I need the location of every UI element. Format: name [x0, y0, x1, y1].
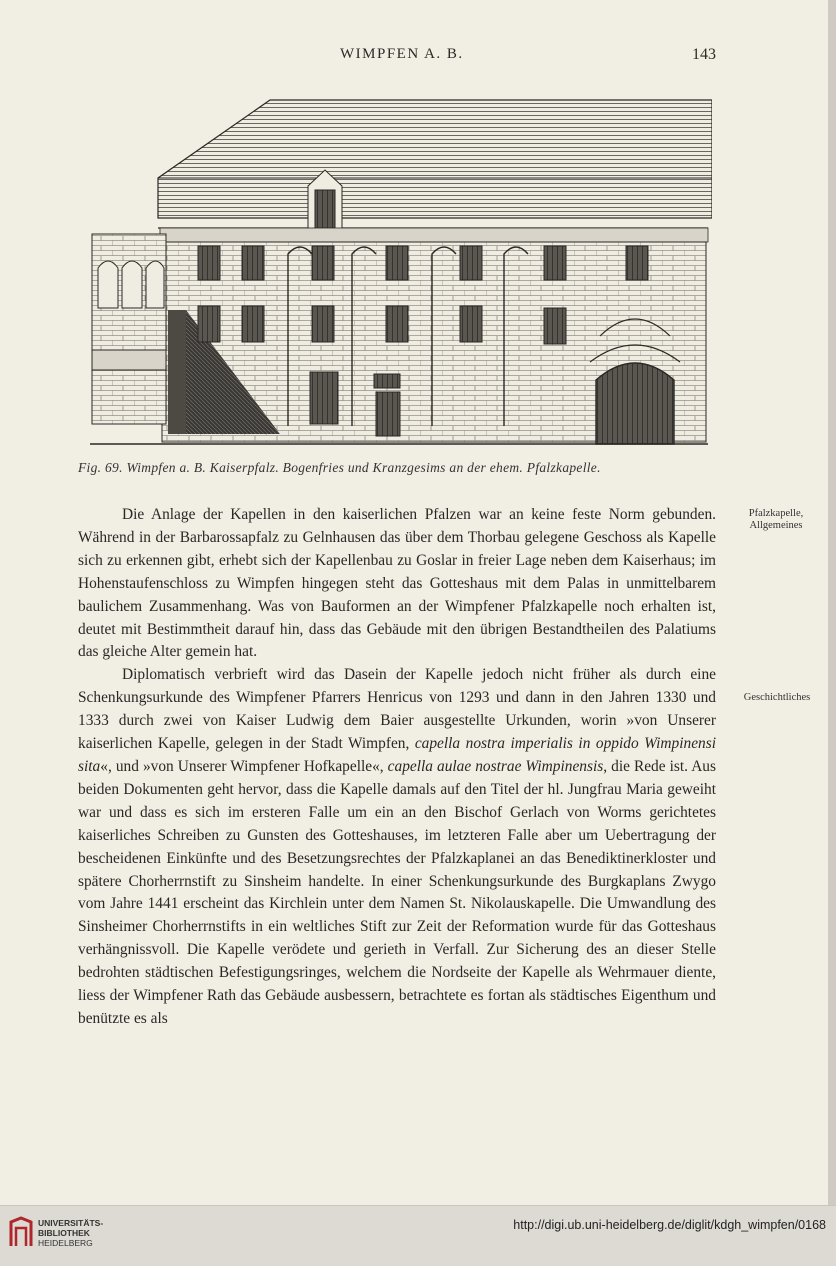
margin-note-line: Pfalzkapelle,	[748, 508, 804, 519]
permalink-url[interactable]: http://digi.ub.uni-heidelberg.de/diglit/kdgh_wimpfen/0168	[513, 1218, 826, 1232]
page-header	[0, 46, 828, 68]
paragraph-text: «, und »von Unserer Wimpfener Hofkapelle«,	[100, 757, 388, 775]
margin-note-line: Allgemeines	[749, 520, 803, 531]
library-name	[38, 1218, 103, 1248]
latin-quote: capella aulae nostrae Wimpinensis	[387, 757, 604, 775]
page-edge	[828, 0, 836, 1205]
latin-quote: capella nostra imperialis in oppido Wimpinensi sita	[78, 735, 716, 775]
paragraph-2	[78, 664, 716, 1031]
figure-caption: Fig. 69. Wimpfen a. B. Kaiserpfalz. Bogenfries und Kranzgesims an der ehem. Pfalzkapelle.	[78, 460, 601, 475]
paragraph-text: , die Rede ist. Aus beiden Dokumenten geht hervor, dass die Kapelle damals auf den Titel der hl. Jungfrau Maria geweiht war und dass es sich im ersteren Falle um ein an den Bischof Gerlach von Worms gerichtetes kaiserliches Schreiben zu Gunsten des Gotteshauses, im letzteren Falle aber um Uebertragung der bescheidenen Einkünfte und des Besetzungsrechtes der Pfalzkaplanei an das Benediktinerkloster und spätere Chorherrnstift zu Sinsheim handelte. In einer Schenkungsurkunde des Burgkaplans Zwygo vom Jahre 1441 erscheint das Kirchlein unter dem Namen St. Nikolauskapelle. Die Umwandlung des Sinsheimer Chorherrnstifts in ein weltliches Stift zur Zeit der Reformation wurde für das Gotteshaus verhängnissvoll. Die Kapelle verödete und gerieth in Verfall. Zur Sicherung des an dieser Stelle bedrohten städtischen Befestigungsringes, welchem die Nordseite der Kapelle als Wehrmauer diente, liess der Wimpfener Rath das Gebäude ausbessern, betrachtete es fortan als städtisches Eigenthum und benützte es als	[78, 757, 716, 1027]
library-name-line: UNIVERSITÄTS-	[38, 1218, 104, 1228]
margin-note-topic	[728, 508, 824, 532]
library-logo-icon[interactable]	[8, 1216, 34, 1250]
paragraph-1: Die Anlage der Kapellen in den kaiserlichen Pfalzen war an keine feste Norm gebunden. Während in der Barbarossapfalz zu Gelnhausen das über dem Thorbau gelegene Geschoss als Kapelle sich zu erkennen gibt, erhebt sich der Kapellenbau zu Goslar in freier Lage neben dem Kaiserhaus; im Hohenstaufenschloss zu Wimpfen hingegen steht das Gotteshaus mit dem Palas in unmittelbarem baulichem Zusammenhang. Was von Bauformen an der Wimpfener Pfalzkapelle noch erhalten ist, deutet mit Bestimmtheit darauf hin, dass das Gebäude mit den übrigen Bestandtheilen des Palatiums das gleiche Alter gemein hat.	[78, 506, 716, 661]
page-number: 143	[692, 46, 716, 63]
kaiserpfalz-elevation-drawing	[90, 96, 712, 448]
body-text	[78, 504, 716, 1031]
building-illustration	[90, 96, 712, 448]
library-name-line: BIBLIOTHEK	[38, 1228, 90, 1238]
viewer-footer	[0, 1205, 836, 1266]
margin-note-history: Geschichtliches	[743, 692, 811, 703]
library-name-line: HEIDELBERG	[38, 1238, 93, 1248]
running-title: WIMPFEN A. B.	[340, 46, 464, 62]
paragraph-text: Diplomatisch verbrieft wird das Dasein der Kapelle jedoch nicht früher als durch eine Schenkungsurkunde des Wimpfener Pfarrers Henricus von 1293 und dann in den Jahren 1330 und 1333 durch zwei von Kaiser Ludwig dem Baier ausgestellte Urkunden, worin »von Unserer kaiserlichen Kapelle, gelegen in der Stadt Wimpfen,	[78, 666, 716, 753]
